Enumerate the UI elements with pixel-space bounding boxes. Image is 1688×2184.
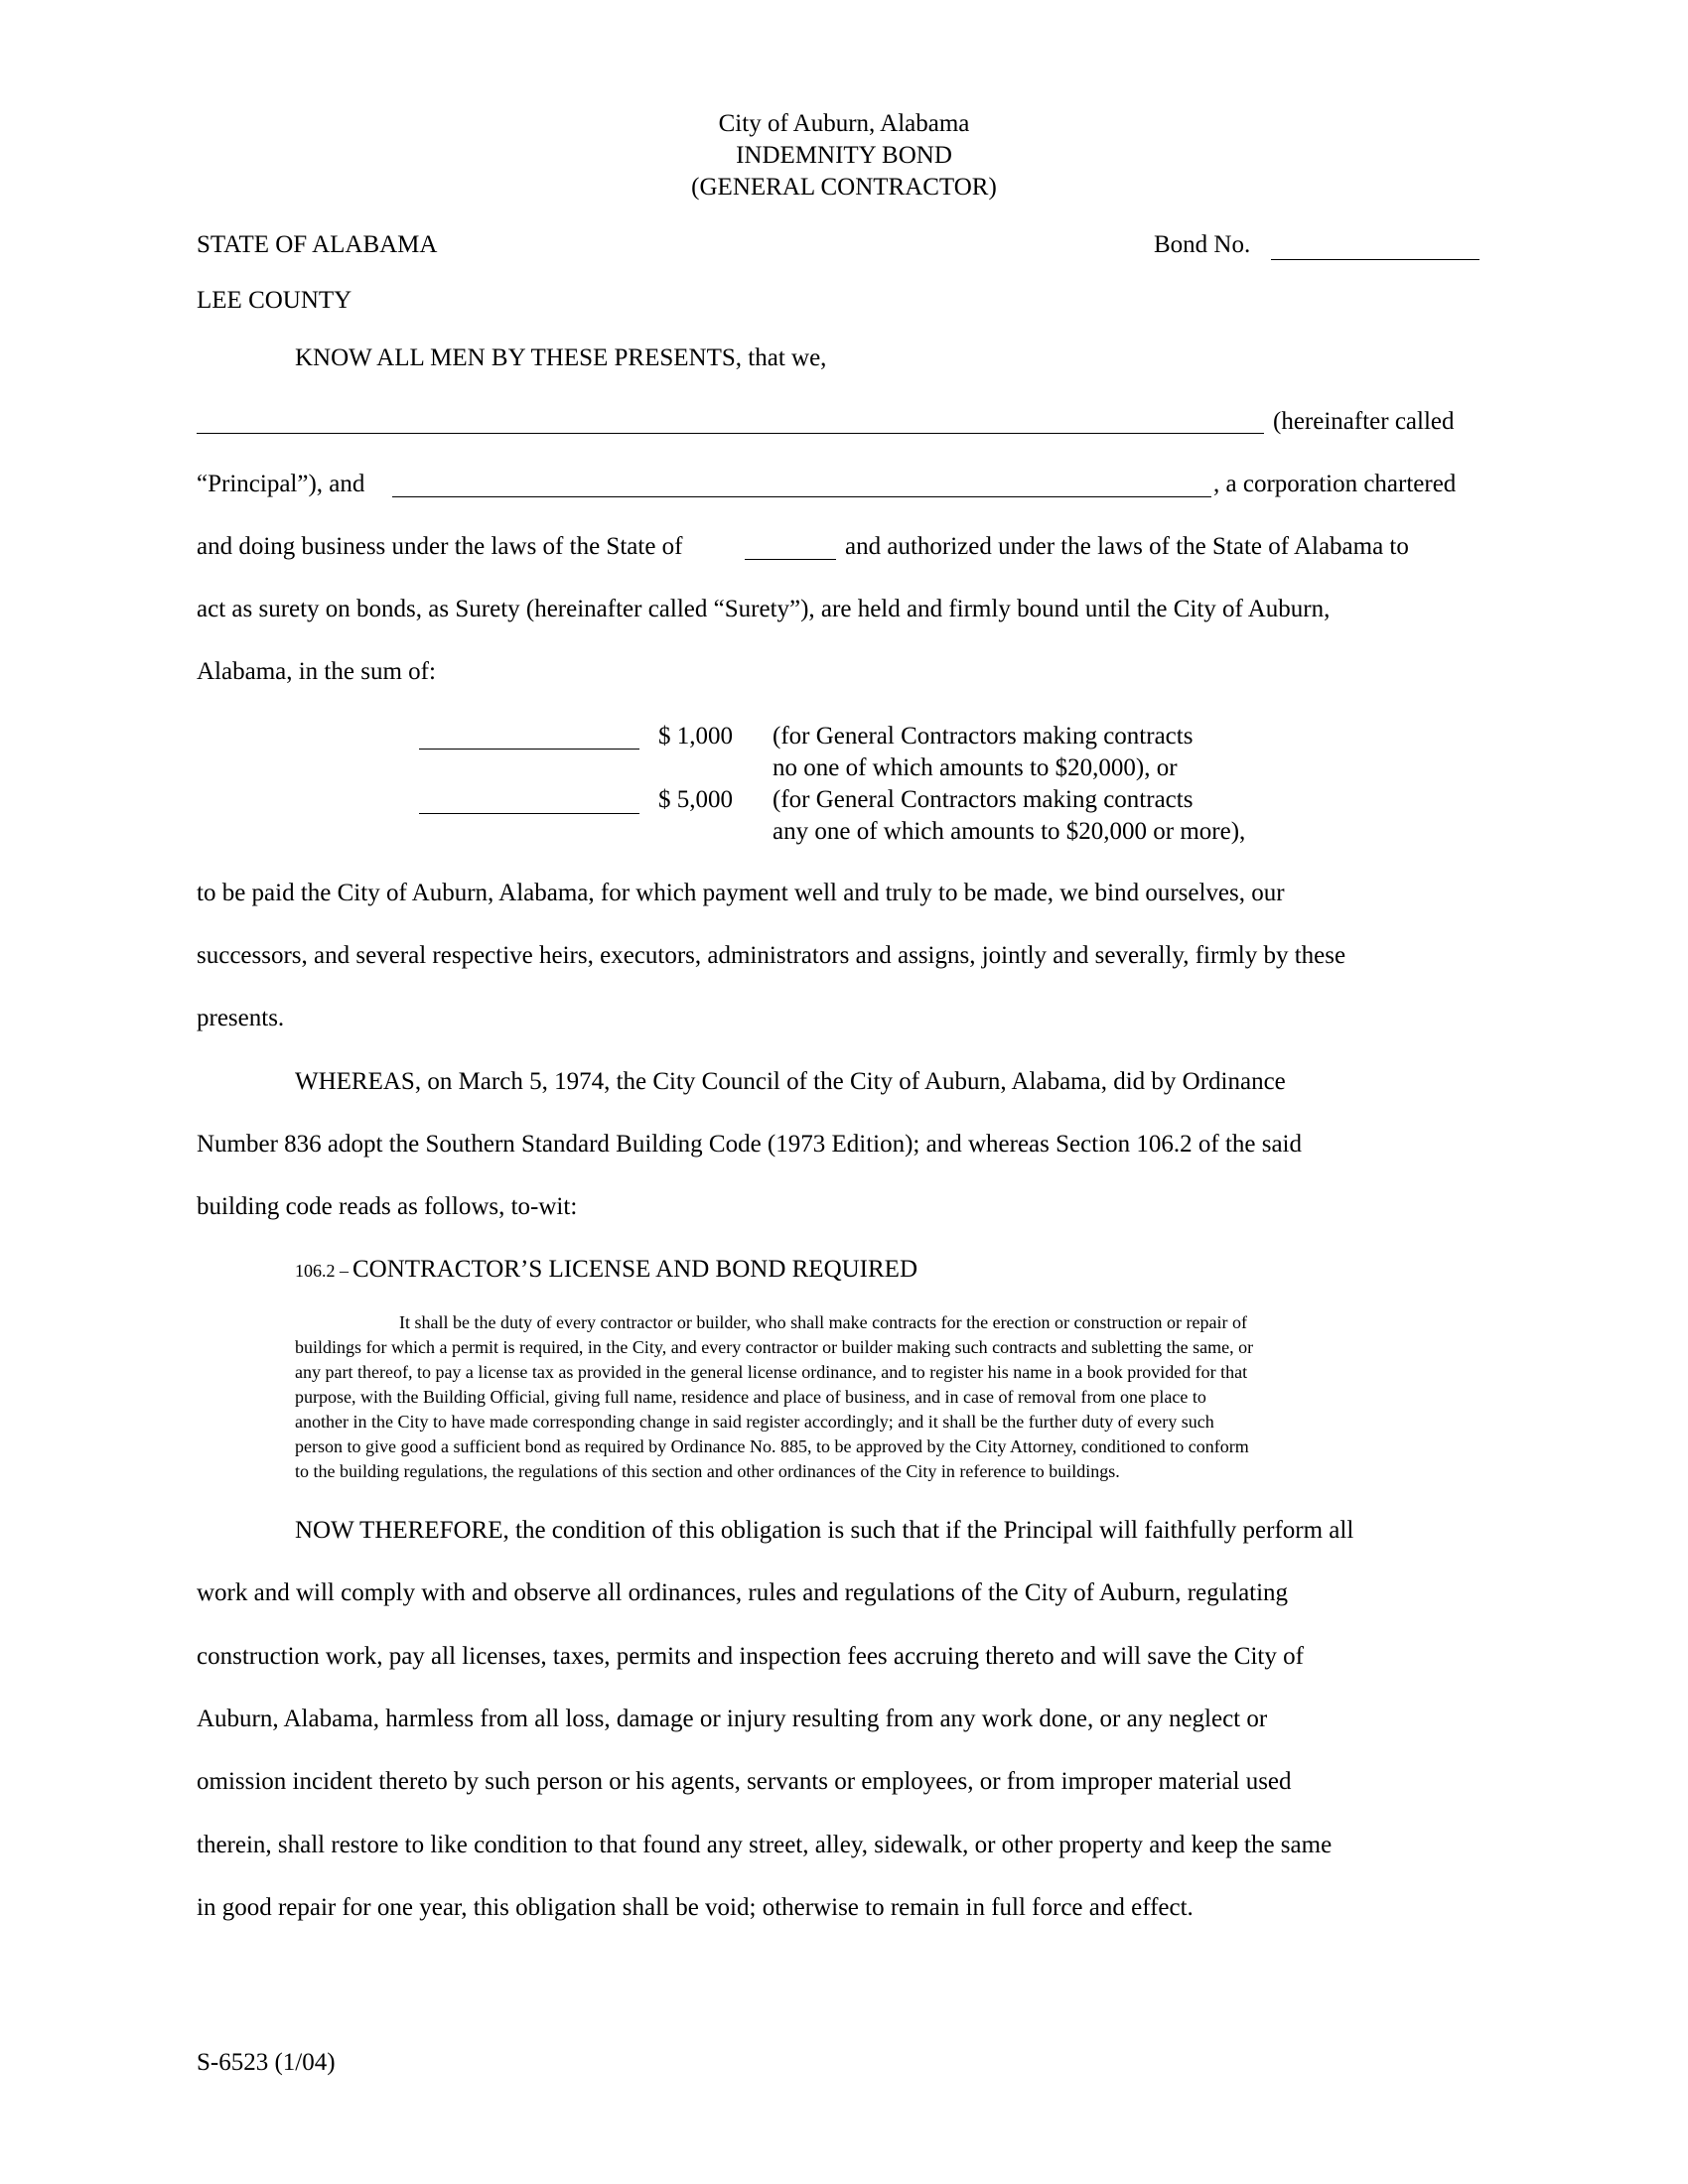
principal-name-field[interactable]	[197, 433, 1264, 434]
section-line-3: any part thereof, to pay a license tax as provided in the general license ordinance, and to register his name in a book provided for that	[295, 1362, 1248, 1382]
form-code: S-6523 (1/04)	[197, 2049, 336, 2076]
section-line-4: purpose, with the Building Official, giving full name, residence and place of business, and in case of removal from one place to	[295, 1387, 1206, 1407]
section-heading	[295, 1256, 917, 1284]
section-title: CONTRACTOR’S LICENSE AND BOND REQUIRED	[352, 1256, 918, 1283]
whereas-line-2: Number 836 adopt the Southern Standard Building Code (1973 Edition); and whereas Section 106.2 of the said	[197, 1131, 1303, 1158]
authorized-text: and authorized under the laws of the State of Alabama to	[845, 533, 1409, 560]
state-of-incorporation-field[interactable]	[745, 559, 836, 560]
section-line-6: person to give good a sufficient bond as required by Ordinance No. 885, to be approved by the City Attorney, conditioned to conform	[295, 1436, 1249, 1456]
amount-1000-desc-1: (for General Contractors making contracts	[773, 723, 1194, 750]
now-therefore-line-4: Auburn, Alabama, harmless from all loss, damage or injury resulting from any work done, or any neglect or	[197, 1706, 1268, 1732]
know-all-line: KNOW ALL MEN BY THESE PRESENTS, that we,	[295, 344, 827, 371]
amount-5000-desc-2: any one of which amounts to $20,000 or more),	[773, 818, 1246, 845]
paid-line-1: to be paid the City of Auburn, Alabama, for which payment well and truly to be made, we bind ourselves, our	[197, 880, 1285, 906]
amount-1000-field[interactable]	[419, 749, 639, 750]
hereinafter-called-text: (hereinafter called	[1273, 408, 1455, 435]
county-label: LEE COUNTY	[197, 287, 352, 314]
now-therefore-line-6: therein, shall restore to like condition to that found any street, alley, sidewalk, or other property and keep the same	[197, 1832, 1333, 1858]
amount-5000-field[interactable]	[419, 813, 639, 814]
now-therefore-line-7: in good repair for one year, this obligation shall be void; otherwise to remain in full force and effect.	[197, 1894, 1194, 1921]
surety-text: act as surety on bonds, as Surety (hereinafter called “Surety”), are held and firmly bound until the City of Auburn,	[197, 596, 1331, 622]
section-line-2: buildings for which a permit is required, in the City, and every contractor or builder making such contracts and subletting the same, or	[295, 1337, 1254, 1357]
now-therefore-line-1: NOW THEREFORE, the condition of this obligation is such that if the Principal will faithfully perform all	[295, 1517, 1354, 1544]
whereas-line-3: building code reads as follows, to-wit:	[197, 1193, 578, 1220]
amount-5000: $ 5,000	[658, 786, 733, 813]
corporation-chartered-text: , a corporation chartered	[1213, 471, 1457, 497]
header-city: City of Auburn, Alabama	[718, 110, 970, 137]
now-therefore-line-5: omission incident thereto by such person or his agents, servants or employees, or from improper material used	[197, 1768, 1292, 1795]
amount-1000: $ 1,000	[658, 723, 733, 750]
sum-text: Alabama, in the sum of:	[197, 658, 436, 685]
laws-state-of-text: and doing business under the laws of the State of	[197, 533, 683, 560]
paid-line-3: presents.	[197, 1005, 285, 1031]
section-number: 106.2 –	[295, 1261, 349, 1281]
whereas-line-1: WHEREAS, on March 5, 1974, the City Council of the City of Auburn, Alabama, did by Ordinance	[295, 1068, 1286, 1095]
amount-1000-desc-2: no one of which amounts to $20,000), or	[773, 754, 1178, 781]
section-line-1: It shall be the duty of every contractor or builder, who shall make contracts for the erection or construction or repair of	[399, 1312, 1247, 1332]
now-therefore-line-3: construction work, pay all licenses, taxes, permits and inspection fees accruing thereto and will save the City of	[197, 1643, 1304, 1670]
header-title: INDEMNITY BOND	[736, 142, 952, 169]
surety-name-field[interactable]	[392, 496, 1211, 497]
state-label: STATE OF ALABAMA	[197, 231, 438, 258]
bond-no-field[interactable]	[1271, 259, 1479, 260]
amount-5000-desc-1: (for General Contractors making contracts	[773, 786, 1194, 813]
now-therefore-line-2: work and will comply with and observe all ordinances, rules and regulations of the City of Auburn, regulating	[197, 1579, 1289, 1606]
header-subtitle: (GENERAL CONTRACTOR)	[691, 174, 997, 201]
paid-line-2: successors, and several respective heirs, executors, administrators and assigns, jointly and severally, firmly by these	[197, 942, 1346, 969]
section-line-7: to the building regulations, the regulations of this section and other ordinances of the City in reference to buildings.	[295, 1461, 1120, 1481]
bond-no-label: Bond No.	[1154, 231, 1251, 258]
principal-and-text: “Principal”), and	[197, 471, 365, 497]
section-line-5: another in the City to have made corresponding change in said register accordingly; and it shall be the further duty of every such	[295, 1412, 1214, 1432]
